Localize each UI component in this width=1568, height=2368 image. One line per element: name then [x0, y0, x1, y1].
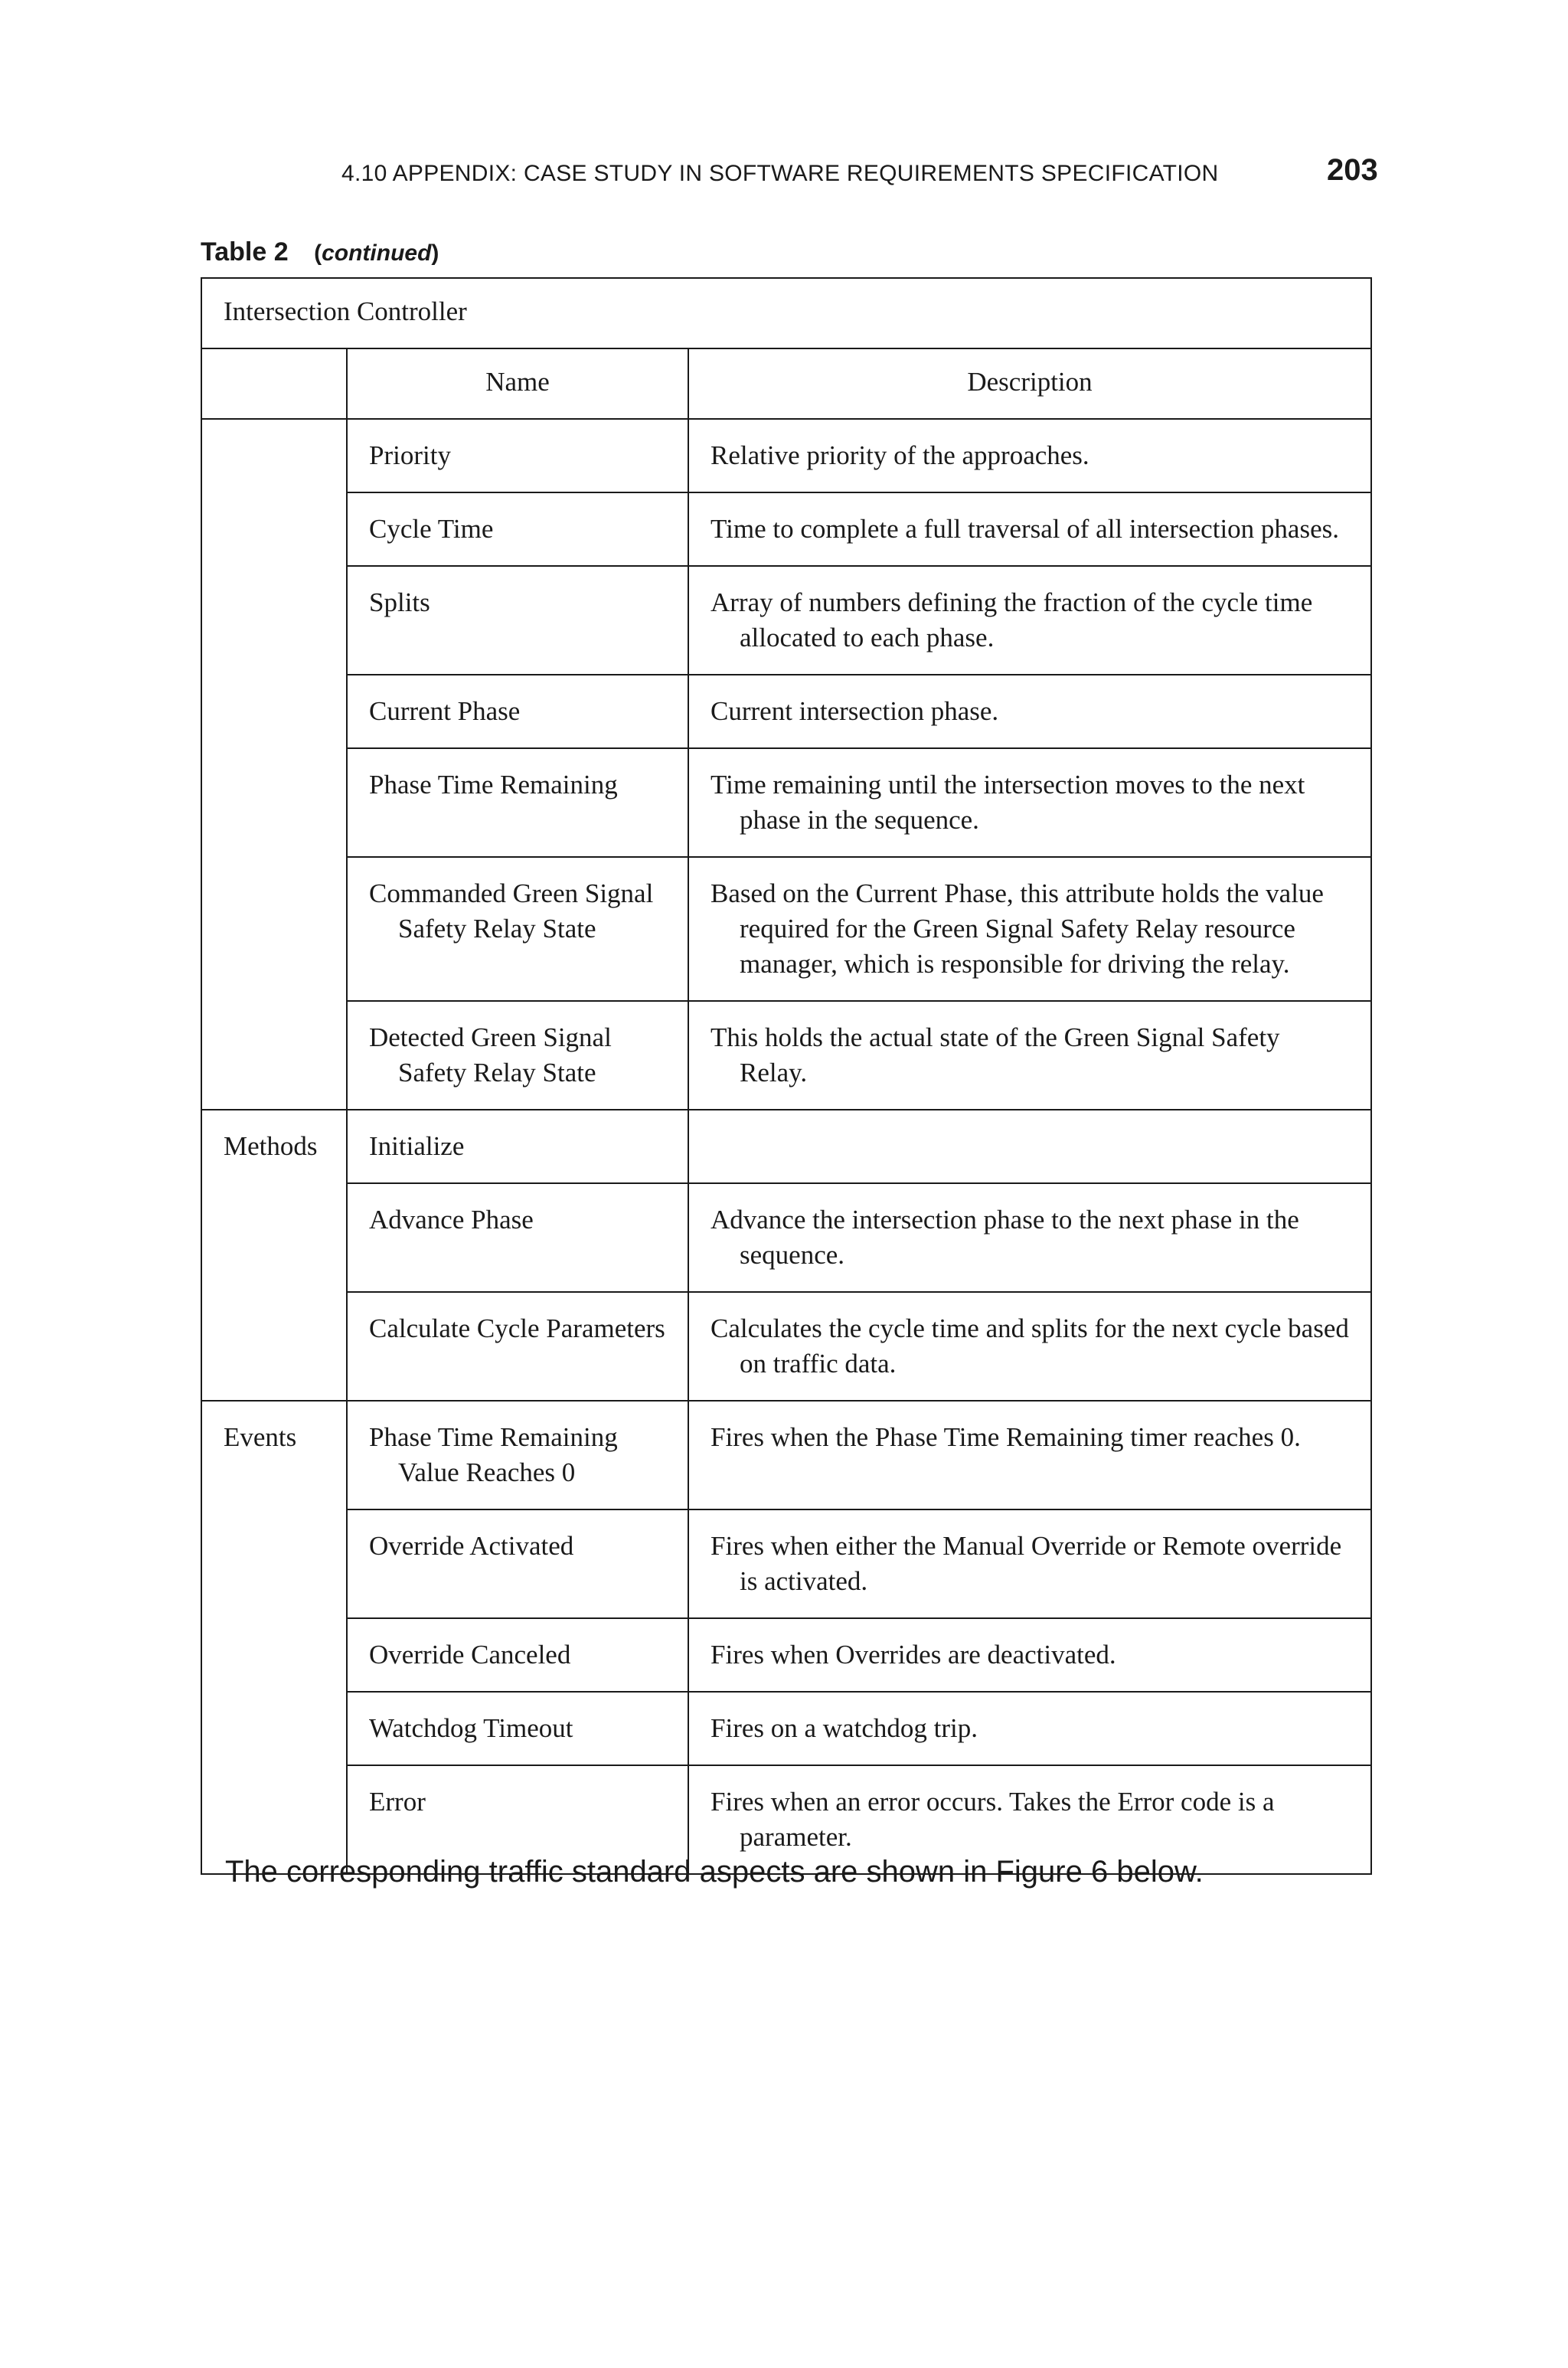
row-category [201, 748, 347, 857]
row-description: Fires when either the Manual Override or Remote override is activated. [710, 1531, 1342, 1596]
row-name: Initialize [369, 1131, 465, 1161]
row-name: Error [369, 1787, 426, 1817]
row-name: Override Canceled [369, 1640, 571, 1670]
table-caption-label: Table 2 [201, 237, 289, 267]
row-name-cell [347, 1001, 688, 1110]
row-description: Based on the Current Phase, this attribute holds the value required for the Green Signal Safety Relay resource manager, which is responsible for driving the relay. [710, 878, 1324, 979]
row-description: Fires when Overrides are deactivated. [710, 1640, 1116, 1670]
row-name-cell [347, 566, 688, 675]
header-category-cell [201, 348, 347, 419]
row-description-cell [688, 566, 1371, 675]
row-name-cell [347, 1401, 688, 1509]
row-name: Override Activated [369, 1531, 574, 1561]
header-name: Name [347, 348, 688, 419]
row-name: Phase Time Remaining [369, 770, 618, 800]
row-name-cell [347, 1509, 688, 1618]
table-row [201, 1183, 1371, 1292]
row-description: Current intersection phase. [710, 696, 999, 726]
row-name-cell [347, 857, 688, 1001]
row-description-cell [688, 1183, 1371, 1292]
row-description: Array of numbers defining the fraction of the cycle time allocated to each phase. [710, 587, 1313, 653]
row-name-cell [347, 1110, 688, 1183]
row-name: Phase Time Remaining Value Reaches 0 [369, 1422, 618, 1487]
row-description-cell [688, 675, 1371, 748]
table-row [201, 1110, 1371, 1183]
row-description-cell [688, 857, 1371, 1001]
table-header-row [201, 348, 1371, 419]
table-row [201, 675, 1371, 748]
row-description-cell [688, 1692, 1371, 1765]
row-category [201, 419, 347, 492]
body-paragraph: The corresponding traffic standard aspects are shown in Figure 6 below. [225, 1855, 1204, 1889]
row-name-cell [347, 675, 688, 748]
table-row [201, 857, 1371, 1001]
table-row [201, 1292, 1371, 1401]
row-description-cell [688, 748, 1371, 857]
intersection-controller-table [201, 277, 1372, 1875]
table-row [201, 1692, 1371, 1765]
row-name: Advance Phase [369, 1205, 534, 1235]
row-name-cell [347, 1183, 688, 1292]
row-category: Methods [201, 1110, 347, 1183]
table-row [201, 748, 1371, 857]
row-name-cell [347, 492, 688, 566]
row-category [201, 675, 347, 748]
table-row [201, 419, 1371, 492]
row-name-cell [347, 1618, 688, 1692]
row-description: Advance the intersection phase to the next phase in the sequence. [710, 1205, 1299, 1270]
row-name: Watchdog Timeout [369, 1713, 573, 1743]
running-head [0, 153, 1568, 199]
row-name: Priority [369, 440, 451, 470]
page-number: 203 [1327, 153, 1378, 187]
row-category [201, 1509, 347, 1618]
row-description-cell [688, 1292, 1371, 1401]
row-description-cell [688, 419, 1371, 492]
table-row [201, 566, 1371, 675]
table-row [201, 1509, 1371, 1618]
row-name: Splits [369, 587, 430, 617]
row-description: This holds the actual state of the Green Signal Safety Relay. [710, 1022, 1280, 1088]
row-name: Current Phase [369, 696, 521, 726]
row-name-cell [347, 1692, 688, 1765]
row-category [201, 1618, 347, 1692]
row-description-cell [688, 1509, 1371, 1618]
table-title-row [201, 278, 1371, 348]
row-description: Fires when the Phase Time Remaining timer reaches 0. [710, 1422, 1301, 1452]
table-row [201, 1001, 1371, 1110]
row-category [201, 857, 347, 1001]
row-description-cell [688, 1401, 1371, 1509]
header-description: Description [688, 348, 1371, 419]
row-name: Detected Green Signal Safety Relay State [369, 1022, 612, 1088]
row-name-cell [347, 1292, 688, 1401]
row-category: Events [201, 1401, 347, 1509]
row-category [201, 1692, 347, 1765]
table-row [201, 1401, 1371, 1509]
row-description: Time remaining until the intersection moves to the next phase in the sequence. [710, 770, 1305, 835]
row-description: Fires when an error occurs. Takes the Error code is a parameter. [710, 1787, 1275, 1852]
row-description-cell [688, 1618, 1371, 1692]
row-category [201, 1292, 347, 1401]
table-caption-note-text: continued [322, 240, 432, 266]
row-name: Calculate Cycle Parameters [369, 1313, 665, 1343]
row-category [201, 1001, 347, 1110]
table-row [201, 492, 1371, 566]
table-title: Intersection Controller [201, 278, 1371, 348]
table-caption [201, 237, 439, 267]
row-name-cell [347, 419, 688, 492]
row-category [201, 566, 347, 675]
row-description: Time to complete a full traversal of all intersection phases. [710, 514, 1339, 544]
row-description-cell [688, 1001, 1371, 1110]
row-description-cell [688, 492, 1371, 566]
row-category [201, 1183, 347, 1292]
row-name: Cycle Time [369, 514, 494, 544]
running-head-title: 4.10 APPENDIX: CASE STUDY IN SOFTWARE REQUIREMENTS SPECIFICATION [341, 161, 1219, 186]
row-description: Fires on a watchdog trip. [710, 1713, 978, 1743]
table-row [201, 1618, 1371, 1692]
row-description-cell [688, 1110, 1371, 1183]
row-description: Relative priority of the approaches. [710, 440, 1089, 470]
row-name-cell [347, 748, 688, 857]
row-description: Calculates the cycle time and splits for the next cycle based on traffic data. [710, 1313, 1349, 1379]
row-category [201, 492, 347, 566]
row-name: Commanded Green Signal Safety Relay State [369, 878, 654, 944]
table-caption-note: (continued) [314, 240, 439, 266]
